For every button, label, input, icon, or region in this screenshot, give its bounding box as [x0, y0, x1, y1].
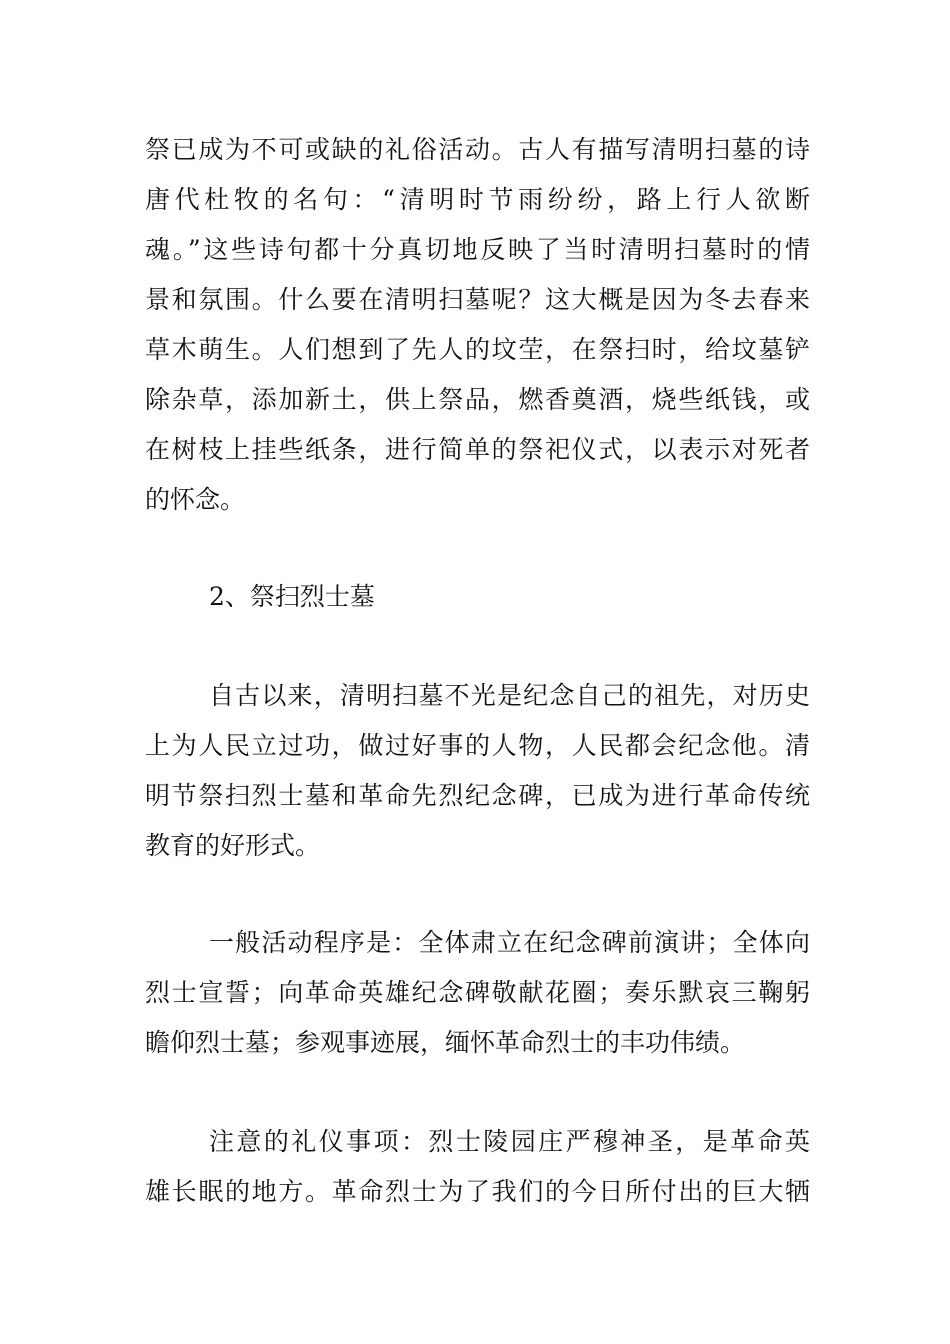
paragraph-history	[145, 671, 810, 871]
paragraph-line: 草木萌生。人们想到了先人的坟茔，在祭扫时，给坟墓铲	[145, 335, 810, 364]
paragraph-line: 一般活动程序是：全体肃立在纪念碑前演讲；全体向	[209, 928, 810, 957]
section-heading: 2、祭扫烈士墓	[209, 582, 375, 611]
paragraph-line: 唐代杜牧的名句：“清明时节雨纷纷，路上行人欲断	[145, 185, 810, 214]
section-heading-block	[145, 572, 810, 622]
paragraph-line: 的怀念。	[145, 485, 246, 514]
paragraph-line: 烈士宣誓；向革命英雄纪念碑敬献花圈；奏乐默哀三鞠躬	[145, 978, 810, 1007]
paragraph-continuation	[145, 125, 810, 525]
paragraph-line: 明节祭扫烈士墓和革命先烈纪念碑，已成为进行革命传统	[145, 781, 810, 810]
paragraph-line: 除杂草，添加新土，供上祭品，燃香奠酒，烧些纸钱，或	[145, 385, 810, 414]
paragraph-line: 注意的礼仪事项：烈士陵园庄严穆神圣，是革命英	[209, 1127, 810, 1156]
paragraph-procedure	[145, 918, 810, 1068]
paragraph-etiquette	[145, 1117, 810, 1217]
paragraph-line: 教育的好形式。	[145, 831, 321, 860]
paragraph-line: 景和氛围。什么要在清明扫墓呢？这大概是因为冬去春来	[145, 285, 810, 314]
paragraph-line: 自古以来，清明扫墓不光是纪念自己的祖先，对历史	[209, 681, 810, 710]
paragraph-line: 瞻仰烈士墓；参观事迹展，缅怀革命烈士的丰功伟绩。	[145, 1028, 746, 1057]
paragraph-line: 上为人民立过功，做过好事的人物，人民都会纪念他。清	[145, 731, 810, 760]
paragraph-line: 魂。”这些诗句都十分真切地反映了当时清明扫墓时的情	[145, 235, 810, 264]
paragraph-line: 雄长眠的地方。革命烈士为了我们的今日所付出的巨大牺	[145, 1177, 810, 1206]
paragraph-line: 祭已成为不可或缺的礼俗活动。古人有描写清明扫墓的诗	[145, 135, 810, 164]
paragraph-line: 在树枝上挂些纸条，进行简单的祭祀仪式，以表示对死者	[145, 435, 810, 464]
